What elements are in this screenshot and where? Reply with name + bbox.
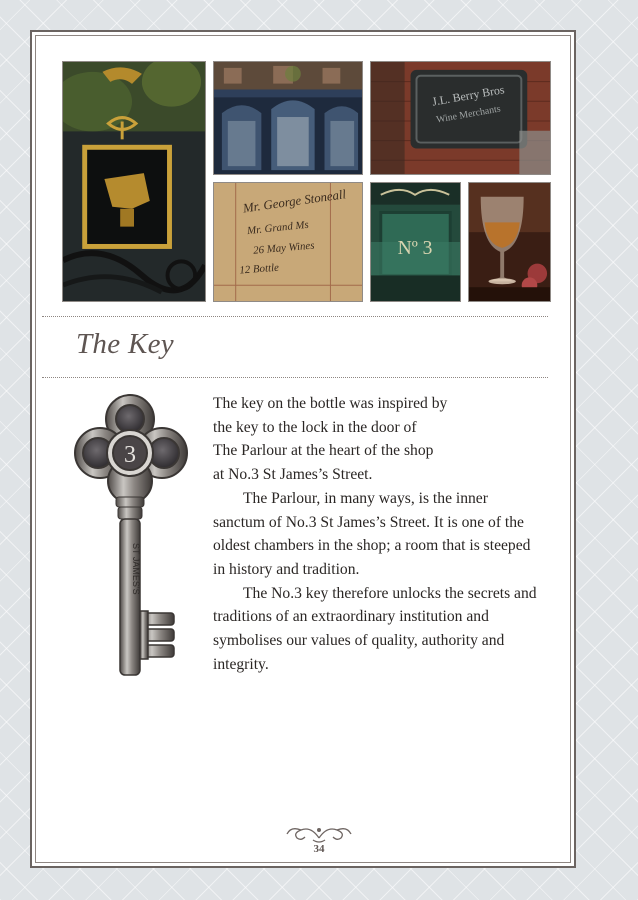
- paragraph-3: The No.3 key therefore unlocks the secrets and traditions of an extraordinary institution and symbolises our values of quality, authority and integrity.: [213, 584, 537, 673]
- photo-green-door-plate: [370, 182, 461, 302]
- svg-text:26 May Wines: 26 May Wines: [252, 239, 315, 257]
- svg-text:Mr. Grand Ms: Mr. Grand Ms: [246, 218, 310, 238]
- paragraph-1-line: at No.3 St James’s Street.: [213, 466, 373, 484]
- photo-whisky-glass: [468, 182, 551, 302]
- body-text: [213, 392, 543, 676]
- key-number: 3: [124, 442, 136, 468]
- section-title: The Key: [76, 328, 174, 360]
- paragraph-2: The Parlour, in many ways, is the inner sanctum of No.3 St James’s Street. It is one of the oldest chambers in the shop; a room that is steeped in history and tradition.: [213, 489, 531, 578]
- svg-text:12 Bottle: 12 Bottle: [239, 261, 280, 277]
- paragraph-1: [213, 392, 543, 487]
- photo-old-ledger: [213, 182, 363, 302]
- key-illustration: [74, 393, 192, 683]
- paragraph-1-line: the key to the lock in the door of: [213, 418, 417, 436]
- photo-shop-front: [213, 61, 363, 175]
- scroll-ornament: [285, 822, 353, 844]
- svg-text:Wine Merchants: Wine Merchants: [435, 103, 502, 126]
- top-divider: [42, 316, 548, 317]
- svg-text:Nº 3: Nº 3: [397, 237, 433, 259]
- paragraph-1-line: The key on the bottle was inspired by: [213, 395, 448, 412]
- page-number: 34: [313, 843, 325, 855]
- paragraph-1-line: The Parlour at the heart of the shop: [213, 442, 434, 460]
- key-shank-text: ST JAMES'S: [131, 543, 141, 595]
- svg-text:Mr. George Stoneall: Mr. George Stoneall: [242, 187, 347, 216]
- svg-text:J.L. Berry Bros: J.L. Berry Bros: [431, 82, 506, 109]
- photo-hanging-sign: [62, 61, 206, 302]
- bottom-divider: [42, 377, 548, 378]
- photo-cast-iron-plate: [370, 61, 551, 175]
